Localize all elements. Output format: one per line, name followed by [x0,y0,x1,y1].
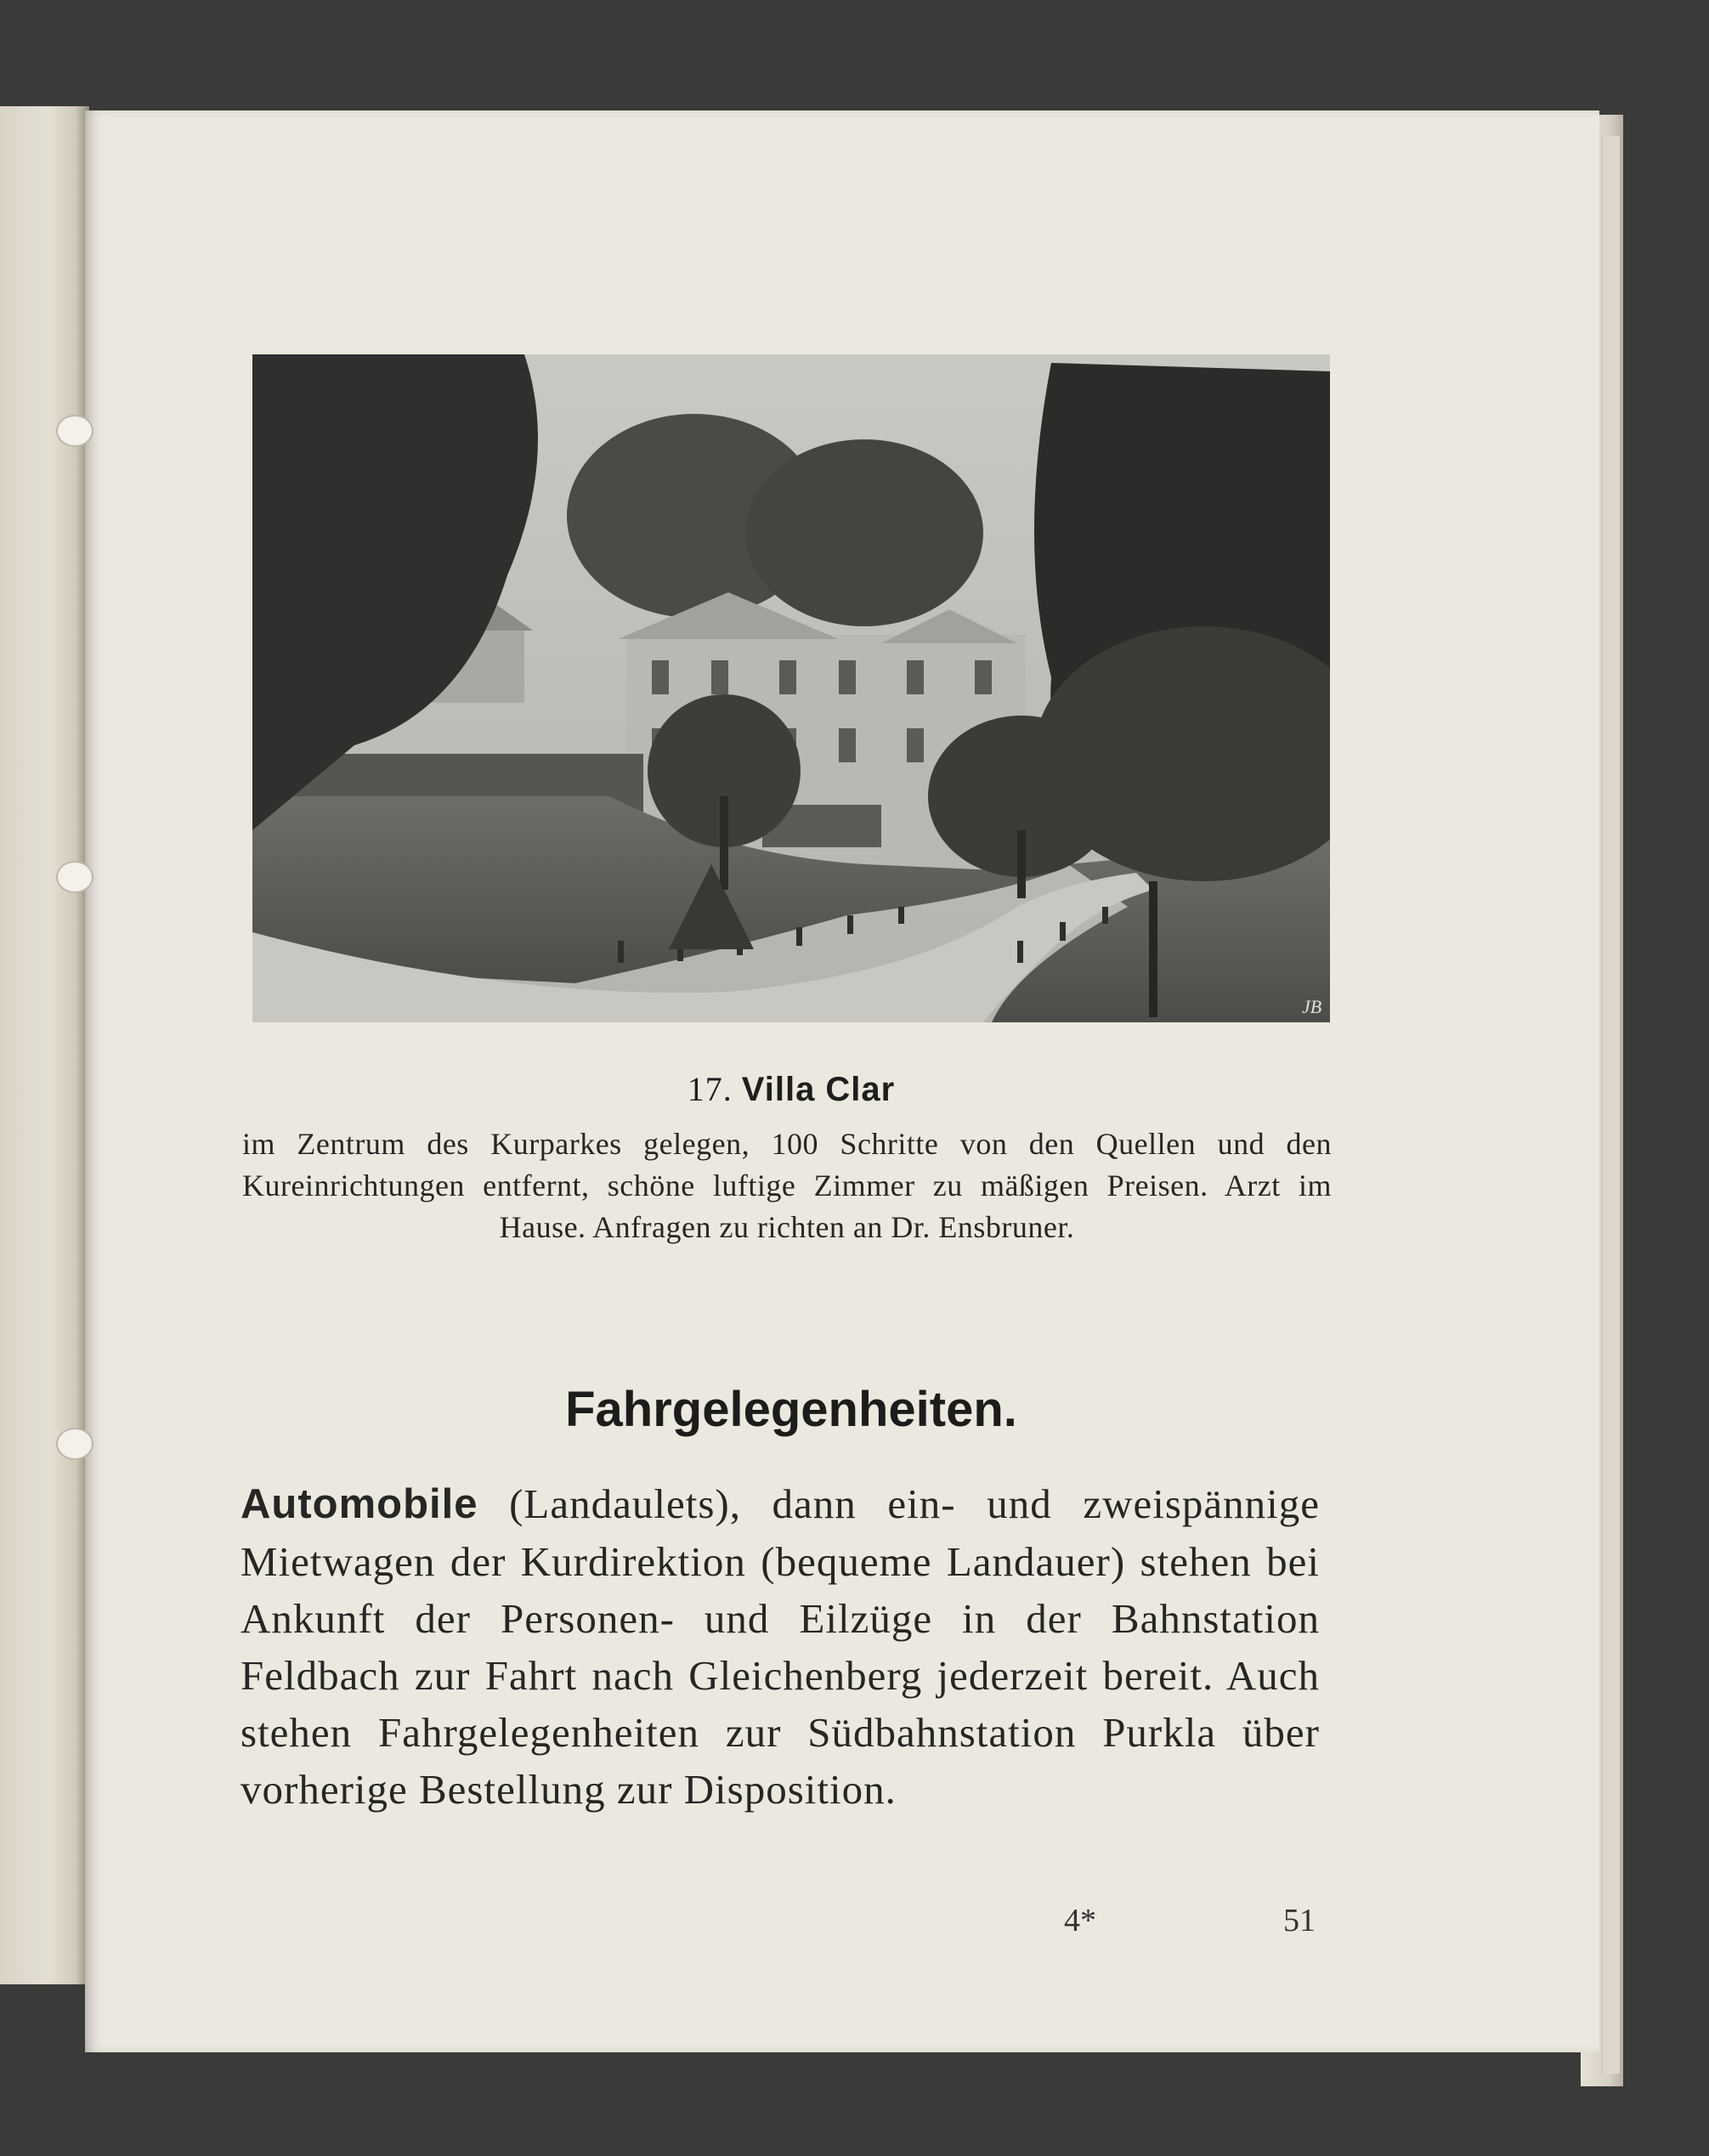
section-body-text: (Landaulets), dann ein- und zweispännige Mietwagen der Kurdirektion (bequeme Landauer) stehen bei Ankunft der Personen- und Eilzüge in der Bahnstation Feldbach zur Fahrt nach Gleichenberg jederzeit bereit. Auch stehen Fahrgelegenheiten zur Südbahnstation Purkla über vorherige Bestellung zur Disposition. [241,1480,1320,1813]
photo-monogram: JB [1302,996,1322,1017]
section-heading: Fahrgelegenheiten. [565,1382,1017,1437]
binding-stitch [56,861,93,893]
villa-photograph [252,354,1330,1022]
left-page-edge [0,106,89,1984]
signature-mark: 4* [1064,1903,1096,1938]
section-lead-word: Automobile [241,1481,478,1527]
binding-stitch [56,415,93,447]
caption-title [252,1069,1330,1109]
villa-name: Villa Clar [741,1071,896,1108]
page-number: 51 [1283,1903,1316,1938]
section-body [241,1475,1320,1818]
page-stack-edge-inner [1602,136,1620,2074]
binding-stitch [56,1428,93,1460]
caption-number: 17. [687,1070,733,1108]
caption-description: im Zentrum des Kurparkes gelegen, 100 Schritte von den Quellen und den Kureinrichtungen entfernt, schöne luftige Zimmer zu mäßigen Preisen. Arzt im Hause. Anfragen zu richten an Dr. Ensbruner. [242,1127,1332,1244]
